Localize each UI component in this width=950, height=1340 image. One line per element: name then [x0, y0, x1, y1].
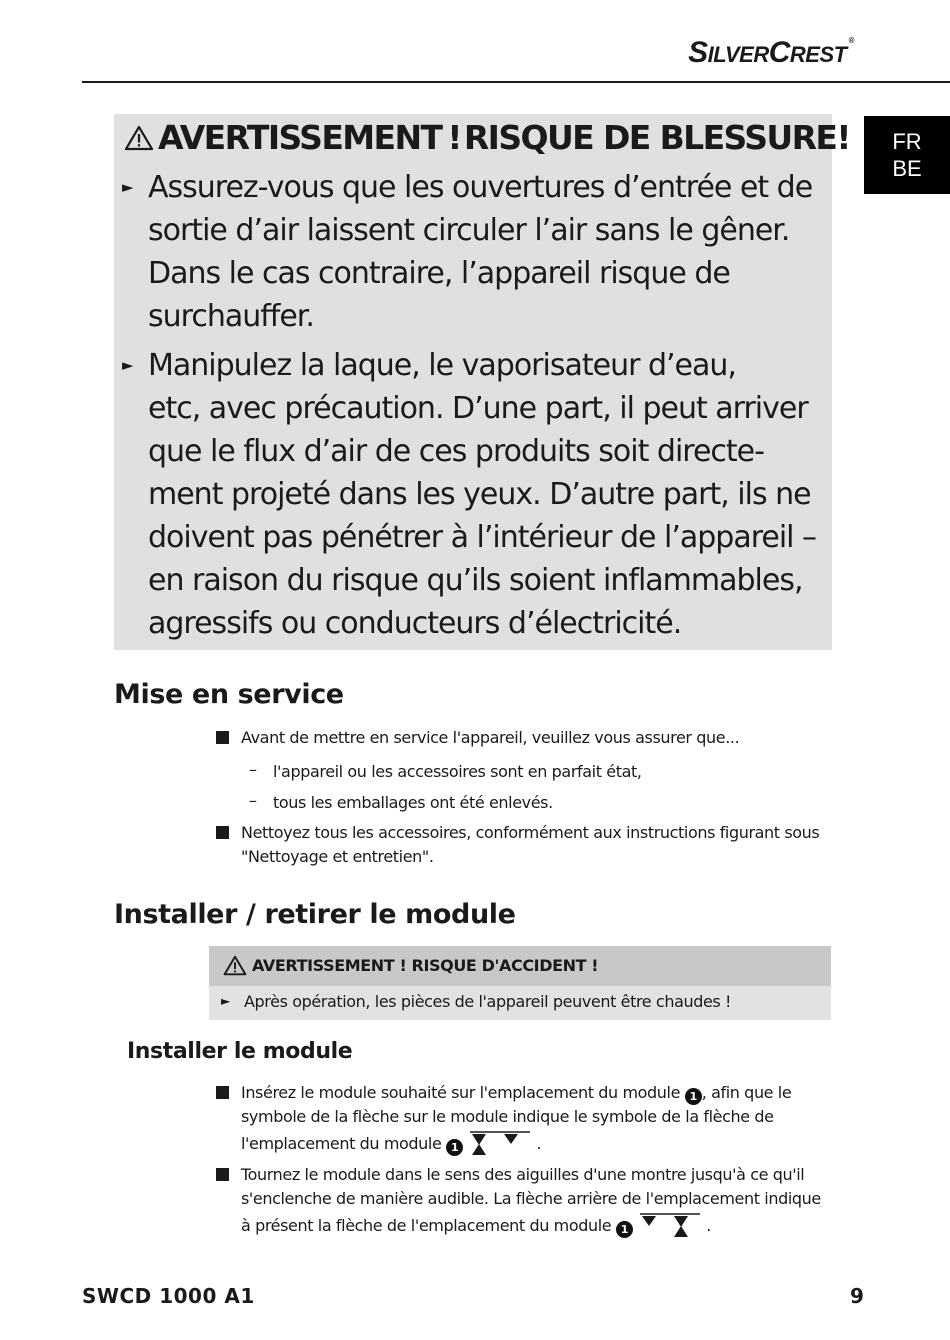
bullet-square-icon [216, 731, 229, 744]
arrow-alignment-symbol-icon [468, 1129, 532, 1155]
step-number-badge: 1 [446, 1139, 463, 1156]
list-item: Avant de mettre en service l'appareil, veuillez vous assurer que... [241, 728, 740, 747]
header-rule [82, 81, 950, 83]
page-number: 9 [850, 1284, 864, 1308]
list-item: Tournez le module dans le sens des aiguilles d'une montre jusqu'à ce qu'il s'enclenche de manière audible. La flèche arrière de l'emplacement indique à présent la flèche de l'emplacement du module 1 . [241, 1165, 821, 1236]
injury-warning-box [114, 114, 850, 650]
bullet-square-icon [216, 1086, 229, 1099]
list-item: Insérez le module souhaité sur l'emplacement du module 1 , afin que le symbole de la flèche sur le module indique le symbole de la flèche de l'emplacement du module 1 . [241, 1083, 792, 1154]
warning-triangle-icon [223, 955, 247, 976]
accident-warning-title: AVERTISSEMENT ! RISQUE D'ACCIDENT ! [223, 955, 598, 976]
accident-warning-header [209, 946, 831, 986]
bullet-arrow-icon: ► [122, 356, 133, 374]
warning-item: ► Manipulez la laque, le vaporisateur d’eau, etc, avec précaution. D’une part, il peut arriver que le flux d’air de ces produits soit directe- ment projeté dans les yeux. D’autre part, ils ne doivent pas pénétrer à l’intérieur de l’appareil – en raison du risque qu’ils soient inflammables, agressifs ou conducteurs d’électricité. [148, 344, 830, 645]
section-heading-mise-en-service: Mise en service [114, 679, 344, 710]
country-code: BE [892, 156, 922, 181]
bullet-square-icon [216, 826, 229, 839]
language-tab [864, 116, 950, 194]
language-code: FR [892, 129, 922, 154]
sub-list-item: tous les emballages ont été enlevés. [273, 793, 553, 812]
accident-warning-text: Après opération, les pièces de l'appareil peuvent être chaudes ! [244, 992, 732, 1011]
dash-bullet-icon: – [249, 791, 257, 810]
model-number: SWCD 1000 A1 [82, 1284, 255, 1308]
warning-item: ► Assurez-vous que les ouvertures d’entrée et de sortie d’air laissent circuler l’air sans le gêner. Dans le cas contraire, l’appareil risque de surchauffer. [148, 166, 830, 338]
subsection-heading-installer-module: Installer le module [127, 1039, 353, 1064]
brand-logo: SILVERCREST® [688, 36, 854, 69]
dash-bullet-icon: – [249, 760, 257, 779]
bullet-arrow-icon: ► [221, 994, 231, 1008]
injury-warning-title: AVERTISSEMENT ! RISQUE DE BLESSURE! [124, 118, 850, 157]
step-number-badge: 1 [685, 1088, 702, 1105]
sub-list-item: l'appareil ou les accessoires sont en parfait état, [273, 762, 642, 781]
list-item: Nettoyez tous les accessoires, conformément aux instructions figurant sous "Nettoyage et entretien". [241, 823, 820, 866]
bullet-arrow-icon: ► [122, 178, 133, 196]
bullet-square-icon [216, 1168, 229, 1181]
section-heading-installer-retirer: Installer / retirer le module [114, 899, 516, 930]
warning-triangle-icon [124, 125, 154, 151]
step-number-badge: 1 [616, 1221, 633, 1238]
accident-warning-box [209, 946, 831, 1020]
arrow-locked-symbol-icon [638, 1211, 702, 1237]
